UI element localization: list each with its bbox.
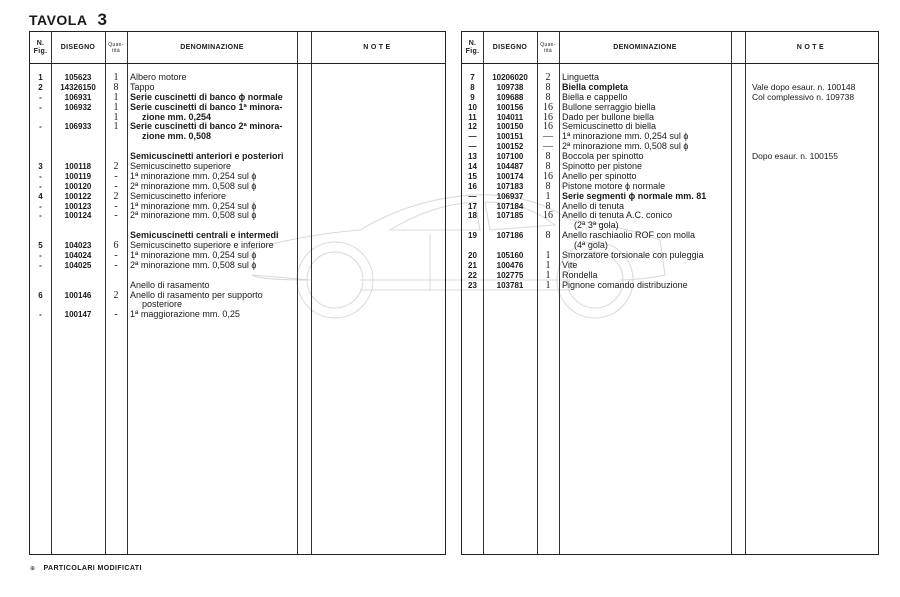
table-row <box>462 192 878 202</box>
table-row <box>462 211 878 221</box>
note-cell: Vale dopo esaur. n. 100148 <box>752 81 856 92</box>
disegno-cell: 106937 <box>496 191 524 201</box>
parts-table-left <box>29 31 446 555</box>
quantity-cell: 2 <box>113 190 119 202</box>
disegno-cell: 100156 <box>496 102 524 112</box>
quantity-cell: - <box>114 309 118 321</box>
table-row <box>30 271 445 281</box>
denominazione-cell: zione mm. 0,254 <box>142 111 212 122</box>
denominazione-cell: Tappo <box>130 81 155 92</box>
quantity-cell: 2 <box>545 72 551 83</box>
quantity-cell: 8 <box>113 81 119 93</box>
quantity-cell: 1 <box>545 250 551 262</box>
denominazione-cell: Biella completa <box>562 81 629 92</box>
denominazione-cell: zione mm. 0,508 <box>142 131 212 142</box>
quantity-cell: - <box>114 170 118 182</box>
table-body <box>462 73 878 291</box>
fig-cell: 19 <box>468 231 477 241</box>
table-row <box>30 261 445 271</box>
denominazione-cell: Serie cuscinetti di banco ϕ normale <box>130 91 283 102</box>
disegno-cell: 10206020 <box>492 73 528 82</box>
disegno-cell: 109688 <box>496 92 524 102</box>
quantity-cell: - <box>114 259 118 271</box>
denominazione-cell: Anello di rasamento <box>130 279 210 290</box>
table-row <box>462 251 878 261</box>
disegno-cell: 104011 <box>496 112 524 122</box>
denominazione-cell: Semicuscinetti centrali e intermedi <box>130 230 279 241</box>
denominazione-cell: (4ª gola) <box>574 240 608 251</box>
quantity-cell: 2 <box>113 289 119 301</box>
denominazione-cell: Spinotto per pistone <box>562 161 643 172</box>
denominazione-cell: (2ª 3ª gola) <box>574 220 619 231</box>
denominazione-cell: Smorzatore torsionale con puleggia <box>562 250 704 261</box>
table-row <box>462 172 878 182</box>
fig-cell: 21 <box>468 260 477 270</box>
disegno-cell: 107184 <box>496 201 524 211</box>
quantity-cell: - <box>114 250 118 262</box>
quantity-cell: 8 <box>545 230 551 242</box>
disegno-cell: 100152 <box>496 142 524 152</box>
denominazione-cell: Boccola per spinotto <box>562 151 644 162</box>
table-row <box>30 103 445 113</box>
denominazione-cell: Semicuscinetti anteriori e posteriori <box>130 151 284 162</box>
disegno-cell: 103781 <box>496 280 524 290</box>
title-label: TAVOLA <box>29 12 88 28</box>
table-row <box>30 122 445 132</box>
quantity-cell: 1 <box>113 101 119 113</box>
fig-cell: 6 <box>38 290 43 300</box>
table-row <box>462 152 878 162</box>
denominazione-cell: 1ª minorazione mm. 0,254 sul ϕ <box>130 250 257 261</box>
parts-table-right <box>461 31 879 555</box>
disegno-cell: 100122 <box>64 191 92 201</box>
fig-cell: - <box>39 171 42 181</box>
fig-cell: 15 <box>468 171 477 181</box>
denominazione-cell: Semicuscinetto superiore <box>130 161 232 172</box>
denominazione-cell: Semicuscinetto di biella <box>562 121 657 132</box>
disegno-cell: 100147 <box>64 310 92 320</box>
table-row <box>462 103 878 113</box>
header-fig: N. Fig. <box>33 39 48 55</box>
denominazione-cell: Serie cuscinetti di banco 1ª minora- <box>130 101 283 112</box>
denominazione-cell: Bullone serraggio biella <box>562 101 656 112</box>
fig-cell: 4 <box>38 191 43 201</box>
denominazione-cell: Anello di rasamento per supporto <box>130 289 263 300</box>
table-body <box>30 73 445 320</box>
disegno-cell: 100150 <box>496 122 524 132</box>
fig-cell: 18 <box>468 211 477 221</box>
fig-cell: 12 <box>468 122 477 132</box>
quantity-cell: 1 <box>113 121 119 133</box>
page-title <box>29 10 107 30</box>
denominazione-cell: Vite <box>562 259 578 270</box>
disegno-cell: 102775 <box>496 270 524 280</box>
fig-cell: 2 <box>38 82 43 92</box>
fig-cell: 11 <box>468 112 477 122</box>
fig-cell: 14 <box>468 162 477 172</box>
denominazione-cell: Serie cuscinetti di banco 2ª minora- <box>130 121 283 132</box>
denominazione-cell: Pistone motore ϕ normale <box>562 180 666 191</box>
denominazione-cell: Dado per bullone biella <box>562 111 655 122</box>
disegno-cell: 104487 <box>496 162 524 172</box>
disegno-cell: 100123 <box>64 201 92 211</box>
denominazione-cell: Semicuscinetto inferiore <box>130 190 227 201</box>
disegno-cell: 100119 <box>64 171 92 181</box>
table-row <box>30 182 445 192</box>
header-quantita: Quan- tità <box>108 41 124 54</box>
table-row <box>30 132 445 142</box>
quantity-cell: 1 <box>545 259 551 271</box>
denominazione-cell: Albero motore <box>130 72 187 82</box>
quantity-cell: 16 <box>543 121 553 133</box>
header-disegno: DISEGNO <box>492 43 528 51</box>
disegno-cell: 107186 <box>496 231 524 241</box>
table-row <box>30 211 445 221</box>
quantity-cell: 8 <box>545 151 551 163</box>
denominazione-cell: Pignone comando distribuzione <box>562 279 688 290</box>
quantity-cell: 16 <box>543 170 553 182</box>
table-row <box>462 162 878 172</box>
fig-cell: — <box>468 142 477 152</box>
table-row <box>462 113 878 123</box>
denominazione-cell: Anello di tenuta A.C. conico <box>562 210 673 221</box>
quantity-cell: 1 <box>545 190 551 202</box>
quantity-cell: 16 <box>543 210 553 222</box>
header-note: NOTE <box>363 43 393 51</box>
disegno-cell: 104024 <box>64 251 92 261</box>
fig-cell: 9 <box>470 92 475 102</box>
header-disegno: DISEGNO <box>60 43 96 51</box>
fig-cell: 13 <box>468 152 477 162</box>
disegno-cell: 100146 <box>64 290 92 300</box>
denominazione-cell: 2ª minorazione mm. 0,508 sul ϕ <box>130 180 257 191</box>
header-fig: N. Fig. <box>465 39 480 55</box>
denominazione-cell: posteriore <box>142 299 183 310</box>
table-row <box>462 281 878 291</box>
table-header <box>30 32 445 64</box>
footer-legend <box>30 565 142 572</box>
disegno-cell: 100118 <box>64 162 92 172</box>
denominazione-cell: 1ª minorazione mm. 0,254 sul ϕ <box>130 170 257 181</box>
quantity-cell: 1 <box>545 279 551 291</box>
disegno-cell: 107183 <box>496 181 524 191</box>
fig-cell: - <box>39 211 42 221</box>
table-row <box>30 73 445 83</box>
table-row <box>462 261 878 271</box>
disegno-cell: 104025 <box>64 260 92 270</box>
disegno-cell: 100174 <box>496 171 524 181</box>
footer-text: PARTICOLARI MODIFICATI <box>43 565 142 572</box>
quantity-cell: 8 <box>545 200 551 212</box>
fig-cell: — <box>468 132 477 142</box>
quantity-cell: 16 <box>543 111 553 123</box>
disegno-cell: 100124 <box>64 211 92 221</box>
denominazione-cell: Linguetta <box>562 72 600 82</box>
fig-cell: - <box>39 181 42 191</box>
denominazione-cell: 1ª minorazione mm. 0,254 sul ϕ <box>562 131 689 142</box>
quantity-cell: — <box>543 141 553 153</box>
quantity-cell: 2 <box>113 161 119 173</box>
quantity-cell: 16 <box>543 101 553 113</box>
fig-cell: 3 <box>38 162 43 172</box>
table-header <box>462 32 878 64</box>
fig-cell: — <box>468 191 477 201</box>
quantity-cell: 6 <box>113 240 119 252</box>
denominazione-cell: 2ª minorazione mm. 0,508 sul ϕ <box>130 210 257 221</box>
quantity-cell: 1 <box>113 72 119 83</box>
quantity-cell: 1 <box>113 111 119 123</box>
fig-cell: 1 <box>38 73 43 82</box>
denominazione-cell: Biella e cappello <box>562 91 628 102</box>
quantity-cell: 8 <box>545 81 551 93</box>
table-row <box>30 152 445 162</box>
table-row <box>462 93 878 103</box>
header-denominazione: DENOMINAZIONE <box>613 43 677 51</box>
disegno-cell: 100120 <box>64 181 92 191</box>
fig-cell: - <box>39 310 42 320</box>
fig-cell: 20 <box>468 251 477 261</box>
table-row <box>462 231 878 241</box>
table-row <box>30 291 445 301</box>
fig-cell: - <box>39 201 42 211</box>
disegno-cell: 106932 <box>64 102 92 112</box>
header-note: NOTE <box>796 43 827 51</box>
quantity-cell: - <box>114 180 118 192</box>
disegno-cell: 107185 <box>496 211 524 221</box>
table-row <box>30 310 445 320</box>
disegno-cell: 100151 <box>496 132 524 142</box>
denominazione-cell: Anello di tenuta <box>562 200 625 211</box>
denominazione-cell: Rondella <box>562 269 598 280</box>
denominazione-cell: Serie segmenti ϕ normale mm. 81 <box>562 190 707 201</box>
fig-cell: 22 <box>468 270 477 280</box>
disegno-cell: 105160 <box>496 251 524 261</box>
fig-cell: 17 <box>468 201 477 211</box>
disegno-cell: 14326150 <box>60 82 96 92</box>
quantity-cell: 8 <box>545 180 551 192</box>
fig-cell: 7 <box>470 73 475 82</box>
denominazione-cell: Anello per spinotto <box>562 170 637 181</box>
quantity-cell: 1 <box>545 269 551 281</box>
fig-cell: 8 <box>470 82 475 92</box>
quantity-cell: 8 <box>545 161 551 173</box>
title-number: 3 <box>97 10 108 29</box>
disegno-cell: 104023 <box>64 241 92 251</box>
fig-cell: 16 <box>468 181 477 191</box>
denominazione-cell: 1ª maggiorazione mm. 0,25 <box>130 309 240 320</box>
disegno-cell: 100476 <box>496 260 524 270</box>
quantity-cell: 8 <box>545 91 551 103</box>
quantity-cell: - <box>114 210 118 222</box>
denominazione-cell: 1ª minorazione mm. 0,254 sul ϕ <box>130 200 257 211</box>
disegno-cell: 109738 <box>496 82 524 92</box>
denominazione-cell: Semicuscinetto superiore e inferiore <box>130 240 274 251</box>
fig-cell: - <box>39 102 42 112</box>
fig-cell: 23 <box>468 280 477 290</box>
fig-cell: - <box>39 251 42 261</box>
fig-cell: 5 <box>38 241 43 251</box>
quantity-cell: - <box>114 200 118 212</box>
disegno-cell: 105623 <box>64 73 92 82</box>
header-denominazione: DENOMINAZIONE <box>180 43 244 51</box>
note-cell: Col complessivo n. 109738 <box>752 91 855 102</box>
disegno-cell: 106933 <box>64 122 92 132</box>
disegno-cell: 107100 <box>496 152 524 162</box>
disegno-cell: 106931 <box>64 92 92 102</box>
denominazione-cell: 2ª minorazione mm. 0,508 sul ϕ <box>562 141 689 152</box>
quantity-cell: 1 <box>113 91 119 103</box>
header-quantita: Quan- tità <box>540 41 556 54</box>
note-cell: Dopo esaur. n. 100155 <box>752 151 839 162</box>
fig-cell: - <box>39 122 42 132</box>
modified-marker-icon: ⊕ <box>30 566 36 572</box>
fig-cell: 10 <box>468 102 477 112</box>
fig-cell: - <box>39 260 42 270</box>
denominazione-cell: Anello raschiaolio ROF con molla <box>562 230 696 241</box>
denominazione-cell: 2ª minorazione mm. 0,508 sul ϕ <box>130 259 257 270</box>
fig-cell: - <box>39 92 42 102</box>
quantity-cell: — <box>543 131 553 143</box>
